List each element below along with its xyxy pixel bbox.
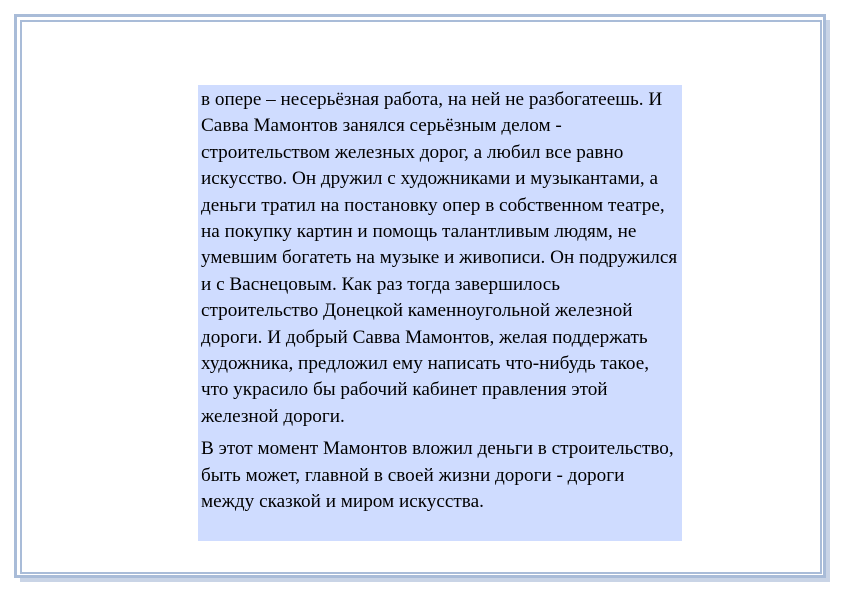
frame-shadow-right	[826, 20, 830, 580]
paragraph-1: в опере – несерьёзная работа, на ней не разбогатеешь. И Савва Мамонтов занялся серьёзным делом - строительством железных дорог, а любил все равно искусство. Он дружил с художниками и музыкантами, а деньги тратил на постановку опер в собственном театре, на покупку картин и помощь талантливым людям, не умевшим богатеть на музыке и живописи. Он подружился и с Васнецовым. Как раз тогда завершилось строительство Донецкой каменноугольной железной дороги. И добрый Савва Мамонтов, желая поддержать художника, предложил ему написать что-нибудь такое, что украсило бы рабочий кабинет правления этой железной дороги.	[201, 89, 678, 427]
text-box[interactable]	[198, 85, 682, 541]
frame-shadow-bottom	[20, 578, 830, 582]
paragraph-2: В этот момент Мамонтов вложил деньги в строительство, быть может, главной в своей жизни дороги - дороги между сказкой и миром искусства.	[201, 438, 674, 513]
